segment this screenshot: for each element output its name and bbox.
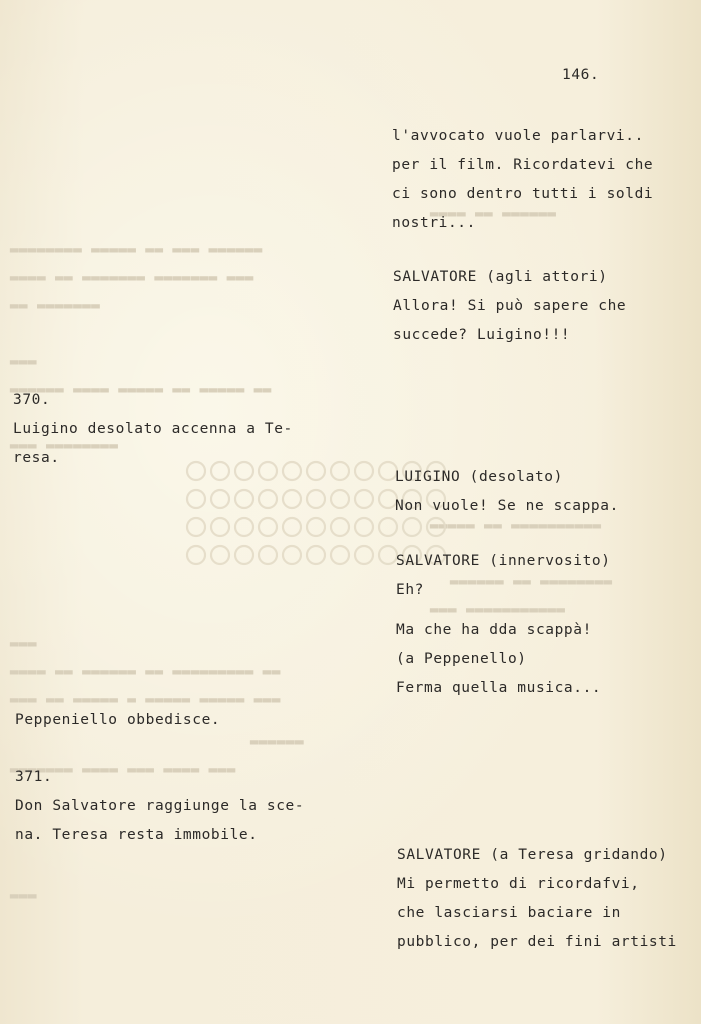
speaker-cue: SALVATORE (agli attori) — [393, 269, 608, 285]
speaker-cue: SALVATORE (a Teresa gridando) — [397, 847, 668, 863]
dialogue-line: ci sono dentro tutti i soldi — [392, 186, 654, 202]
scene-description-line: Luigino desolato accenna a Te- — [13, 421, 293, 437]
bleed-through-text: ▂▂▂▂▂▂ ▂▂ ▂▂▂▂▂▂▂▂ — [450, 569, 613, 585]
bleed-through-text: ▂▂▂▂ ▂▂ ▂▂▂▂▂▂ ▂▂ ▂▂▂▂▂▂▂▂▂ ▂▂ — [10, 659, 281, 675]
bleed-through-text: ▂▂ ▂▂▂▂▂▂▂ — [10, 293, 101, 309]
dialogue-line: che lasciarsi baciare in — [397, 905, 621, 921]
dialogue-line: per il film. Ricordatevi che — [392, 157, 654, 173]
bleed-through-text: ▂▂▂▂▂▂ — [250, 729, 305, 745]
page-number: 146. — [562, 67, 600, 83]
dialogue-line: nostri... — [392, 215, 476, 231]
scene-description-line: Peppeniello obbedisce. — [15, 712, 221, 728]
dialogue-line: Eh? — [396, 582, 424, 598]
dialogue-line: Ma che ha dda scappà! — [396, 622, 592, 638]
bleed-through-text: ▂▂▂ — [10, 349, 38, 365]
scene-number: 371. — [15, 769, 53, 785]
dialogue-line: l'avvocato vuole parlarvi.. — [392, 128, 644, 144]
scene-description-line: na. Teresa resta immobile. — [15, 827, 258, 843]
dialogue-line: pubblico, per dei fini artisti — [397, 934, 677, 950]
speaker-cue: SALVATORE (innervosito) — [396, 553, 611, 569]
scene-description-line: resa. — [13, 450, 60, 466]
bleed-through-text: ▂▂▂ — [10, 883, 38, 899]
bleed-through-text: ▂▂▂▂ ▂▂ ▂▂▂▂▂▂ — [430, 201, 557, 217]
bleed-through-text: ▂▂▂ ▂▂ ▂▂▂▂▂ ▂ ▂▂▂▂▂ ▂▂▂▂▂ ▂▂▂ — [10, 687, 281, 703]
dialogue-line: Ferma quella musica... — [396, 680, 602, 696]
speaker-cue: LUIGINO (desolato) — [395, 469, 563, 485]
dialogue-line: Mi permetto di ricordafvi, — [397, 876, 640, 892]
bleed-through-text: ▂▂▂ ▂▂▂▂▂▂▂▂ — [10, 433, 119, 449]
bleed-through-text: ▂▂▂▂▂ ▂▂ ▂▂▂▂▂▂▂▂▂▂ — [430, 513, 602, 529]
scene-description-line: Don Salvatore raggiunge la sce- — [15, 798, 305, 814]
stage-direction: (a Peppenello) — [396, 651, 527, 667]
dialogue-line: Non vuole! Se ne scappa. — [395, 498, 619, 514]
bleed-through-text: ▂▂▂▂ ▂▂ ▂▂▂▂▂▂▂ ▂▂▂▂▂▂▂ ▂▂▂ — [10, 265, 254, 281]
bleed-through-text: ▂▂▂▂▂▂▂ ▂▂▂▂ ▂▂▂ ▂▂▂▂ ▂▂▂ — [10, 757, 236, 773]
bleed-through-text: ▂▂▂ — [10, 631, 38, 647]
dialogue-line: Allora! Si può sapere che — [393, 298, 627, 314]
scene-number: 370. — [13, 392, 51, 408]
bleed-through-text: ▂▂▂▂▂▂▂▂ ▂▂▂▂▂ ▂▂ ▂▂▂ ▂▂▂▂▂▂ — [10, 237, 263, 253]
bleed-through-text: ▂▂▂ ▂▂▂▂▂▂▂▂▂▂▂ — [430, 597, 566, 613]
bleed-through-text: ▂▂▂▂▂▂ ▂▂▂▂ ▂▂▂▂▂ ▂▂ ▂▂▂▂▂ ▂▂ — [10, 377, 272, 393]
dialogue-line: succede? Luigino!!! — [393, 327, 571, 343]
